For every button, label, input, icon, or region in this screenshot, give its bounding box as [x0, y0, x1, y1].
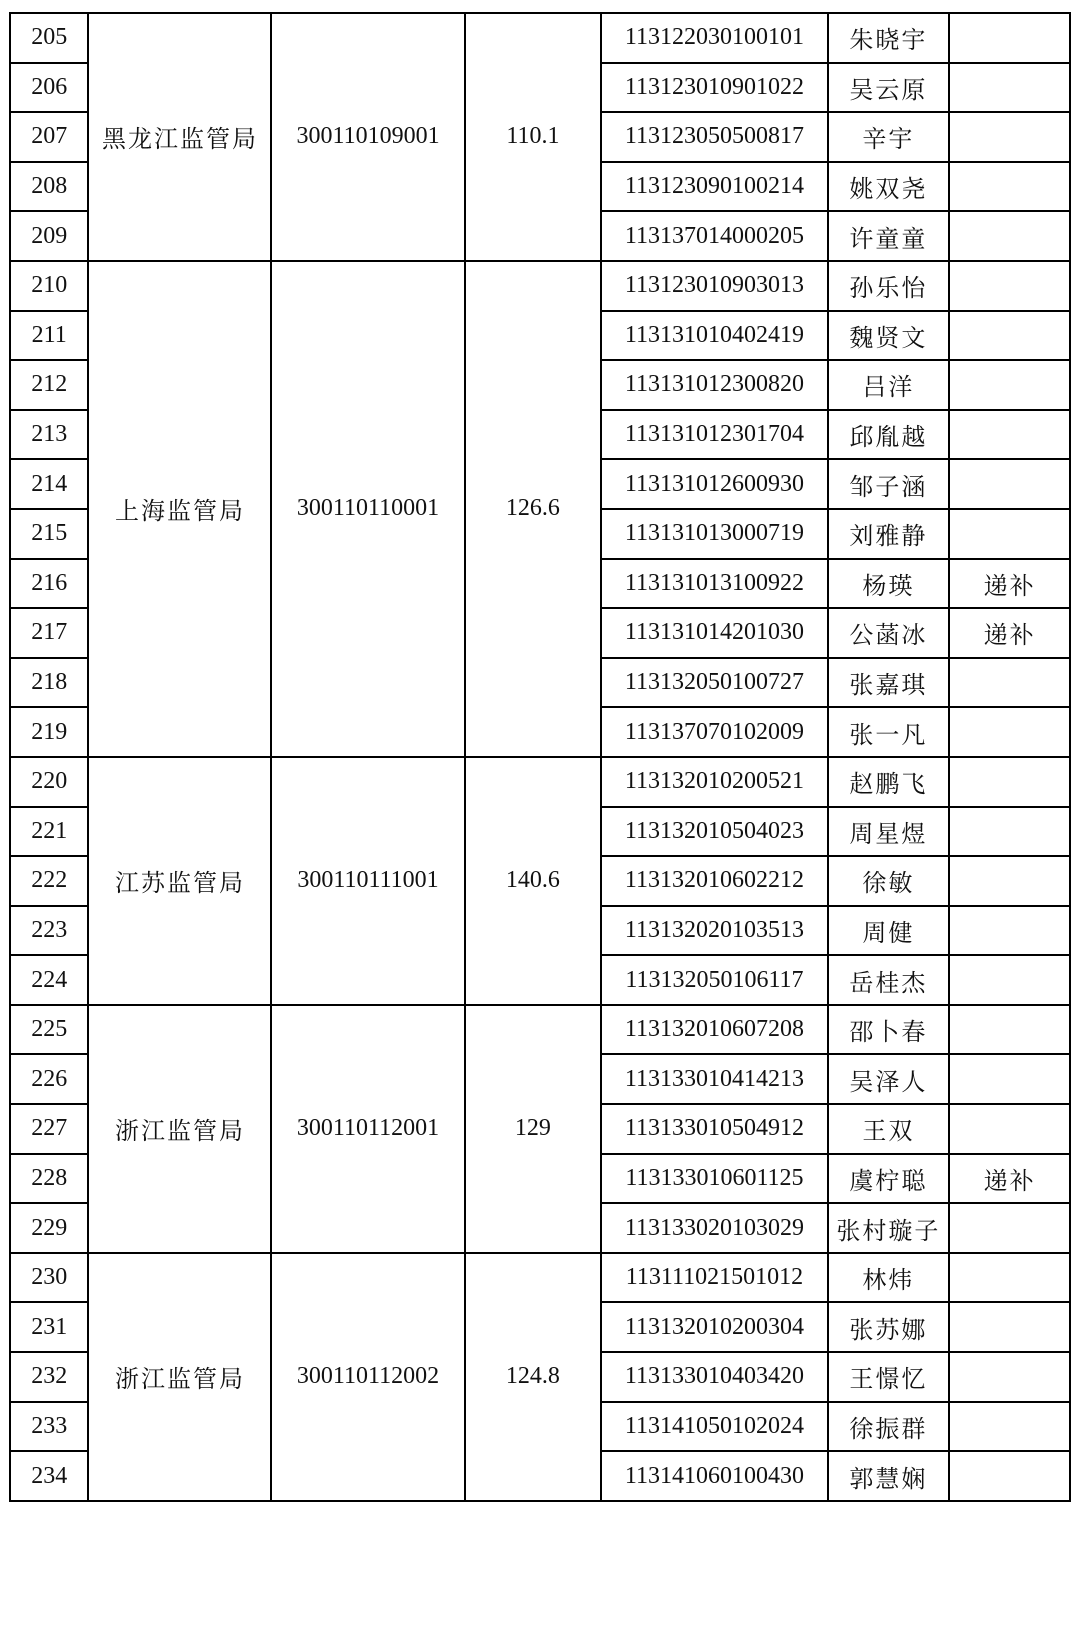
note-cell: [949, 1451, 1070, 1501]
candidate-name-cell: 朱晓宇: [828, 13, 950, 63]
score-cell: 140.6: [465, 757, 602, 1005]
roster-body: [10, 13, 1070, 1501]
score-cell: 129: [465, 1005, 602, 1253]
score-cell: 110.1: [465, 13, 602, 261]
note-cell: [949, 757, 1070, 807]
exam-id-cell: 113133010601125: [601, 1154, 827, 1204]
row-number-cell: 228: [10, 1154, 88, 1204]
exam-id-cell: 113123050500817: [601, 112, 827, 162]
note-cell: [949, 856, 1070, 906]
note-cell: [949, 211, 1070, 261]
candidate-name-cell: 张苏娜: [828, 1302, 950, 1352]
row-number-cell: 212: [10, 360, 88, 410]
row-number-cell: 226: [10, 1054, 88, 1104]
exam-id-cell: 113123010903013: [601, 261, 827, 311]
exam-id-cell: 113132050106117: [601, 955, 827, 1005]
exam-id-cell: 113133010414213: [601, 1054, 827, 1104]
note-cell: [949, 1054, 1070, 1104]
row-number-cell: 224: [10, 955, 88, 1005]
note-cell: [949, 1302, 1070, 1352]
row-number-cell: 213: [10, 410, 88, 460]
exam-id-cell: 113111021501012: [601, 1253, 827, 1303]
exam-id-cell: 113133010504912: [601, 1104, 827, 1154]
row-number-cell: 230: [10, 1253, 88, 1303]
note-cell: [949, 13, 1070, 63]
note-cell: [949, 1352, 1070, 1402]
bureau-cell: 上海监管局: [88, 261, 271, 757]
score-cell: 124.8: [465, 1253, 602, 1501]
row-number-cell: 231: [10, 1302, 88, 1352]
note-cell: [949, 1104, 1070, 1154]
position-code-cell: 300110111001: [271, 757, 464, 1005]
candidate-name-cell: 郭慧娴: [828, 1451, 950, 1501]
position-code-cell: 300110110001: [271, 261, 464, 757]
row-number-cell: 206: [10, 63, 88, 113]
note-cell: [949, 807, 1070, 857]
exam-id-cell: 113131012300820: [601, 360, 827, 410]
row-number-cell: 207: [10, 112, 88, 162]
note-cell: [949, 410, 1070, 460]
bureau-cell: 浙江监管局: [88, 1253, 271, 1501]
row-number-cell: 227: [10, 1104, 88, 1154]
table-row: [10, 1005, 1070, 1055]
table-row: [10, 261, 1070, 311]
note-cell: [949, 311, 1070, 361]
exam-id-cell: 113132010504023: [601, 807, 827, 857]
candidate-roster-table: [9, 12, 1071, 1502]
row-number-cell: 214: [10, 459, 88, 509]
row-number-cell: 229: [10, 1203, 88, 1253]
exam-id-cell: 113123090100214: [601, 162, 827, 212]
candidate-name-cell: 公菡冰: [828, 608, 950, 658]
candidate-name-cell: 王双: [828, 1104, 950, 1154]
exam-id-cell: 113141060100430: [601, 1451, 827, 1501]
exam-id-cell: 113137070102009: [601, 707, 827, 757]
note-cell: [949, 261, 1070, 311]
note-cell: [949, 63, 1070, 113]
row-number-cell: 223: [10, 906, 88, 956]
exam-id-cell: 113133010403420: [601, 1352, 827, 1402]
candidate-name-cell: 徐振群: [828, 1402, 950, 1452]
note-cell: [949, 906, 1070, 956]
note-cell: 递补: [949, 559, 1070, 609]
table-row: [10, 1253, 1070, 1303]
note-cell: [949, 1203, 1070, 1253]
candidate-name-cell: 孙乐怡: [828, 261, 950, 311]
table-row: [10, 757, 1070, 807]
note-cell: [949, 955, 1070, 1005]
exam-id-cell: 113131012301704: [601, 410, 827, 460]
candidate-name-cell: 徐敏: [828, 856, 950, 906]
candidate-name-cell: 岳桂杰: [828, 955, 950, 1005]
exam-id-cell: 113137014000205: [601, 211, 827, 261]
note-cell: [949, 509, 1070, 559]
candidate-name-cell: 邹子涵: [828, 459, 950, 509]
candidate-name-cell: 辛宇: [828, 112, 950, 162]
table-row: [10, 13, 1070, 63]
exam-id-cell: 113131014201030: [601, 608, 827, 658]
candidate-name-cell: 周星煜: [828, 807, 950, 857]
exam-id-cell: 113123010901022: [601, 63, 827, 113]
note-cell: [949, 658, 1070, 708]
note-cell: [949, 1005, 1070, 1055]
exam-id-cell: 113132050100727: [601, 658, 827, 708]
candidate-name-cell: 吴云原: [828, 63, 950, 113]
bureau-cell: 黑龙江监管局: [88, 13, 271, 261]
note-cell: [949, 459, 1070, 509]
row-number-cell: 233: [10, 1402, 88, 1452]
exam-id-cell: 113141050102024: [601, 1402, 827, 1452]
row-number-cell: 221: [10, 807, 88, 857]
row-number-cell: 208: [10, 162, 88, 212]
exam-id-cell: 113132010607208: [601, 1005, 827, 1055]
candidate-name-cell: 张一凡: [828, 707, 950, 757]
candidate-name-cell: 邱胤越: [828, 410, 950, 460]
row-number-cell: 205: [10, 13, 88, 63]
row-number-cell: 220: [10, 757, 88, 807]
candidate-name-cell: 张嘉琪: [828, 658, 950, 708]
row-number-cell: 210: [10, 261, 88, 311]
candidate-name-cell: 许童童: [828, 211, 950, 261]
exam-id-cell: 113131010402419: [601, 311, 827, 361]
note-cell: [949, 707, 1070, 757]
candidate-name-cell: 杨瑛: [828, 559, 950, 609]
exam-id-cell: 113132010200521: [601, 757, 827, 807]
candidate-name-cell: 林炜: [828, 1253, 950, 1303]
candidate-name-cell: 吕洋: [828, 360, 950, 410]
candidate-name-cell: 张村璇子: [828, 1203, 950, 1253]
note-cell: [949, 1253, 1070, 1303]
note-cell: [949, 112, 1070, 162]
exam-id-cell: 113132010200304: [601, 1302, 827, 1352]
note-cell: 递补: [949, 608, 1070, 658]
candidate-name-cell: 赵鹏飞: [828, 757, 950, 807]
position-code-cell: 300110112002: [271, 1253, 464, 1501]
row-number-cell: 217: [10, 608, 88, 658]
row-number-cell: 234: [10, 1451, 88, 1501]
candidate-name-cell: 虞柠聪: [828, 1154, 950, 1204]
row-number-cell: 211: [10, 311, 88, 361]
row-number-cell: 209: [10, 211, 88, 261]
candidate-name-cell: 刘雅静: [828, 509, 950, 559]
candidate-name-cell: 邵卜春: [828, 1005, 950, 1055]
row-number-cell: 215: [10, 509, 88, 559]
candidate-name-cell: 吴泽人: [828, 1054, 950, 1104]
row-number-cell: 218: [10, 658, 88, 708]
bureau-cell: 江苏监管局: [88, 757, 271, 1005]
exam-id-cell: 113122030100101: [601, 13, 827, 63]
row-number-cell: 219: [10, 707, 88, 757]
candidate-name-cell: 姚双尧: [828, 162, 950, 212]
row-number-cell: 222: [10, 856, 88, 906]
exam-id-cell: 113131013000719: [601, 509, 827, 559]
position-code-cell: 300110112001: [271, 1005, 464, 1253]
exam-id-cell: 113131012600930: [601, 459, 827, 509]
exam-id-cell: 113132010602212: [601, 856, 827, 906]
exam-id-cell: 113133020103029: [601, 1203, 827, 1253]
row-number-cell: 216: [10, 559, 88, 609]
candidate-name-cell: 周健: [828, 906, 950, 956]
candidate-name-cell: 魏贤文: [828, 311, 950, 361]
note-cell: [949, 1402, 1070, 1452]
candidate-name-cell: 王憬忆: [828, 1352, 950, 1402]
exam-id-cell: 113131013100922: [601, 559, 827, 609]
row-number-cell: 232: [10, 1352, 88, 1402]
row-number-cell: 225: [10, 1005, 88, 1055]
position-code-cell: 300110109001: [271, 13, 464, 261]
score-cell: 126.6: [465, 261, 602, 757]
note-cell: [949, 162, 1070, 212]
note-cell: 递补: [949, 1154, 1070, 1204]
bureau-cell: 浙江监管局: [88, 1005, 271, 1253]
exam-id-cell: 113132020103513: [601, 906, 827, 956]
note-cell: [949, 360, 1070, 410]
